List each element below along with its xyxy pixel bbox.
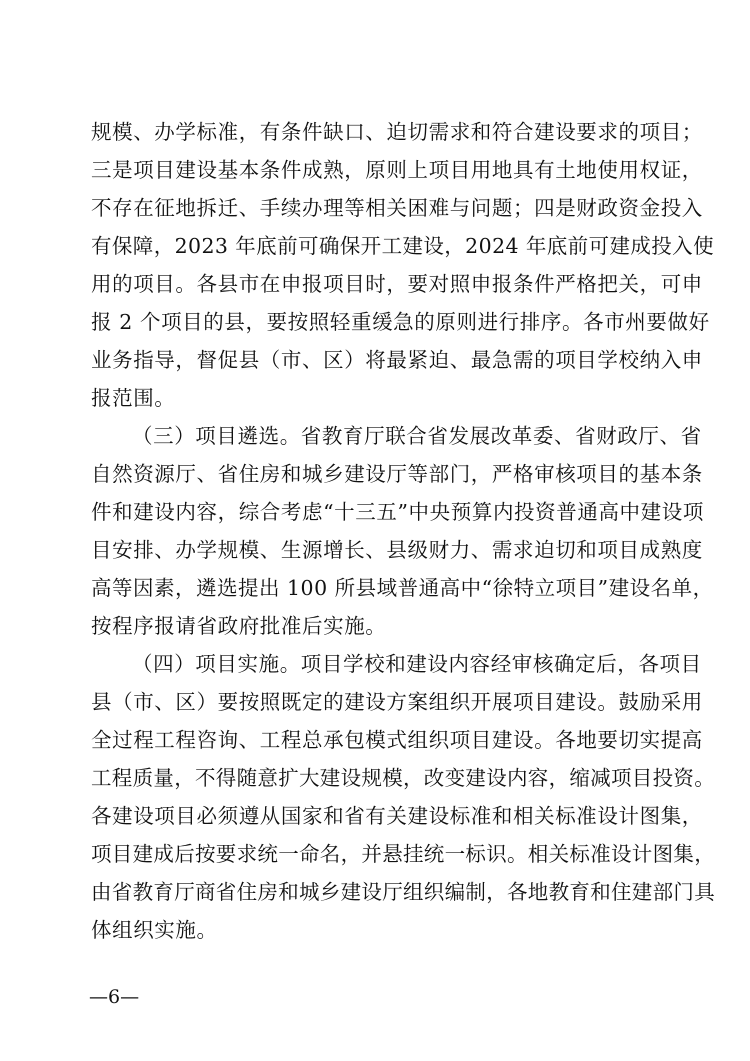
text-line: 高等因素，遴选提出 100 所县域普通高中“徐特立项目”建设名单， bbox=[91, 576, 714, 600]
text-line: 有保障，2023 年底前可确保开工建设，2024 年底前可建成投入使 bbox=[91, 234, 714, 258]
text-line: 由省教育厅商省住房和城乡建设厅组织编制，各地教育和住建部门具 bbox=[91, 880, 715, 904]
text-line: 件和建设内容，综合考虑“十三五”中央预算内投资普通高中建设项 bbox=[91, 500, 704, 524]
text-line: 不存在征地拆迁、手续办理等相关困难与问题；四是财政资金投入 bbox=[91, 196, 703, 220]
text-line: 县（市、区）要按照既定的建设方案组织开展项目建设。鼓励采用 bbox=[91, 690, 703, 714]
text-line: 体组织实施。 bbox=[91, 918, 218, 942]
text-line: 自然资源厅、省住房和城乡建设厅等部门，严格审核项目的基本条 bbox=[91, 462, 703, 486]
text-line: 规模、办学标准，有条件缺口、迫切需求和符合建设要求的项目； bbox=[91, 120, 703, 144]
text-line: 全过程工程咨询、工程总承包模式组织项目建设。各地要切实提高 bbox=[91, 728, 703, 752]
section-3-heading-line: （三）项目遴选。省教育厅联合省发展改革委、省财政厅、省 bbox=[132, 424, 702, 448]
text-line: 报 2 个项目的县，要按照轻重缓急的原则进行排序。各市州要做好 bbox=[91, 310, 710, 334]
text-line: 项目建成后按要求统一命名，并悬挂统一标识。相关标准设计图集， bbox=[91, 842, 715, 866]
text-line: 业务指导，督促县（市、区）将最紧迫、最急需的项目学校纳入申 bbox=[91, 348, 703, 372]
text-line: 报范围。 bbox=[91, 386, 176, 410]
text-line: 三是项目建设基本条件成熟，原则上项目用地具有土地使用权证， bbox=[91, 158, 703, 182]
text-line: 目安排、办学规模、生源增长、县级财力、需求迫切和项目成熟度 bbox=[91, 538, 703, 562]
text-line: 按程序报请省政府批准后实施。 bbox=[91, 614, 387, 638]
page-number: —6— bbox=[89, 986, 140, 1008]
text-line: 各建设项目必须遵从国家和省有关建设标准和相关标准设计图集， bbox=[91, 804, 703, 828]
text-line: 工程质量，不得随意扩大建设规模，改变建设内容，缩减项目投资。 bbox=[91, 766, 715, 790]
text-line: 用的项目。各县市在申报项目时，要对照申报条件严格把关，可申 bbox=[91, 272, 703, 296]
section-4-heading-line: （四）项目实施。项目学校和建设内容经审核确定后，各项目 bbox=[132, 652, 702, 676]
